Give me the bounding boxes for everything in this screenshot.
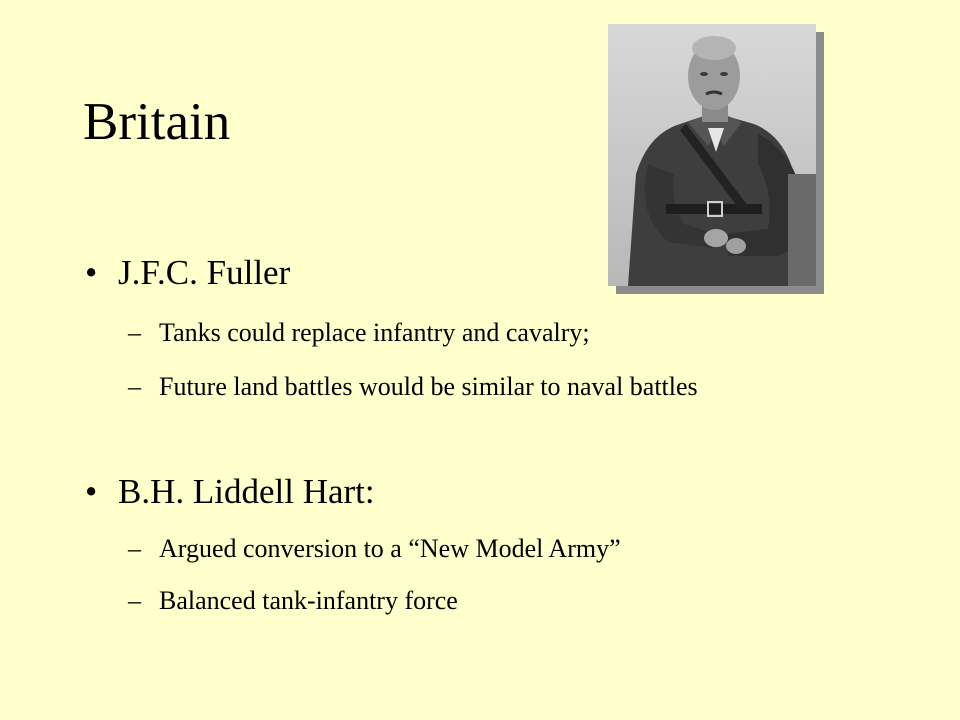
slide-title: Britain xyxy=(83,93,231,151)
sub-bullet-mark: – xyxy=(128,586,141,615)
sub-bullet xyxy=(128,584,879,618)
portrait-photo xyxy=(608,24,816,286)
bullet-mark: • xyxy=(85,253,98,292)
sub-bullet-text: Future land battles would be similar to naval battles xyxy=(159,372,698,401)
bullet-liddell-hart xyxy=(85,472,375,512)
bullet-fuller xyxy=(85,253,290,293)
sub-bullet xyxy=(128,316,879,350)
sub-bullet xyxy=(128,370,879,404)
bullet-text: J.F.C. Fuller xyxy=(118,253,291,292)
sub-bullet-text: Tanks could replace infantry and cavalry; xyxy=(159,318,590,347)
sub-bullet xyxy=(128,532,879,566)
bullet-mark: • xyxy=(85,472,98,511)
sub-bullet-mark: – xyxy=(128,534,141,563)
sub-bullet-mark: – xyxy=(128,372,141,401)
bullet-text: B.H. Liddell Hart: xyxy=(118,472,375,511)
sub-bullet-text: Balanced tank-infantry force xyxy=(159,586,458,615)
portrait-photo-image xyxy=(608,24,816,286)
sub-bullet-mark: – xyxy=(128,318,141,347)
sub-bullet-text: Argued conversion to a “New Model Army” xyxy=(159,534,621,563)
